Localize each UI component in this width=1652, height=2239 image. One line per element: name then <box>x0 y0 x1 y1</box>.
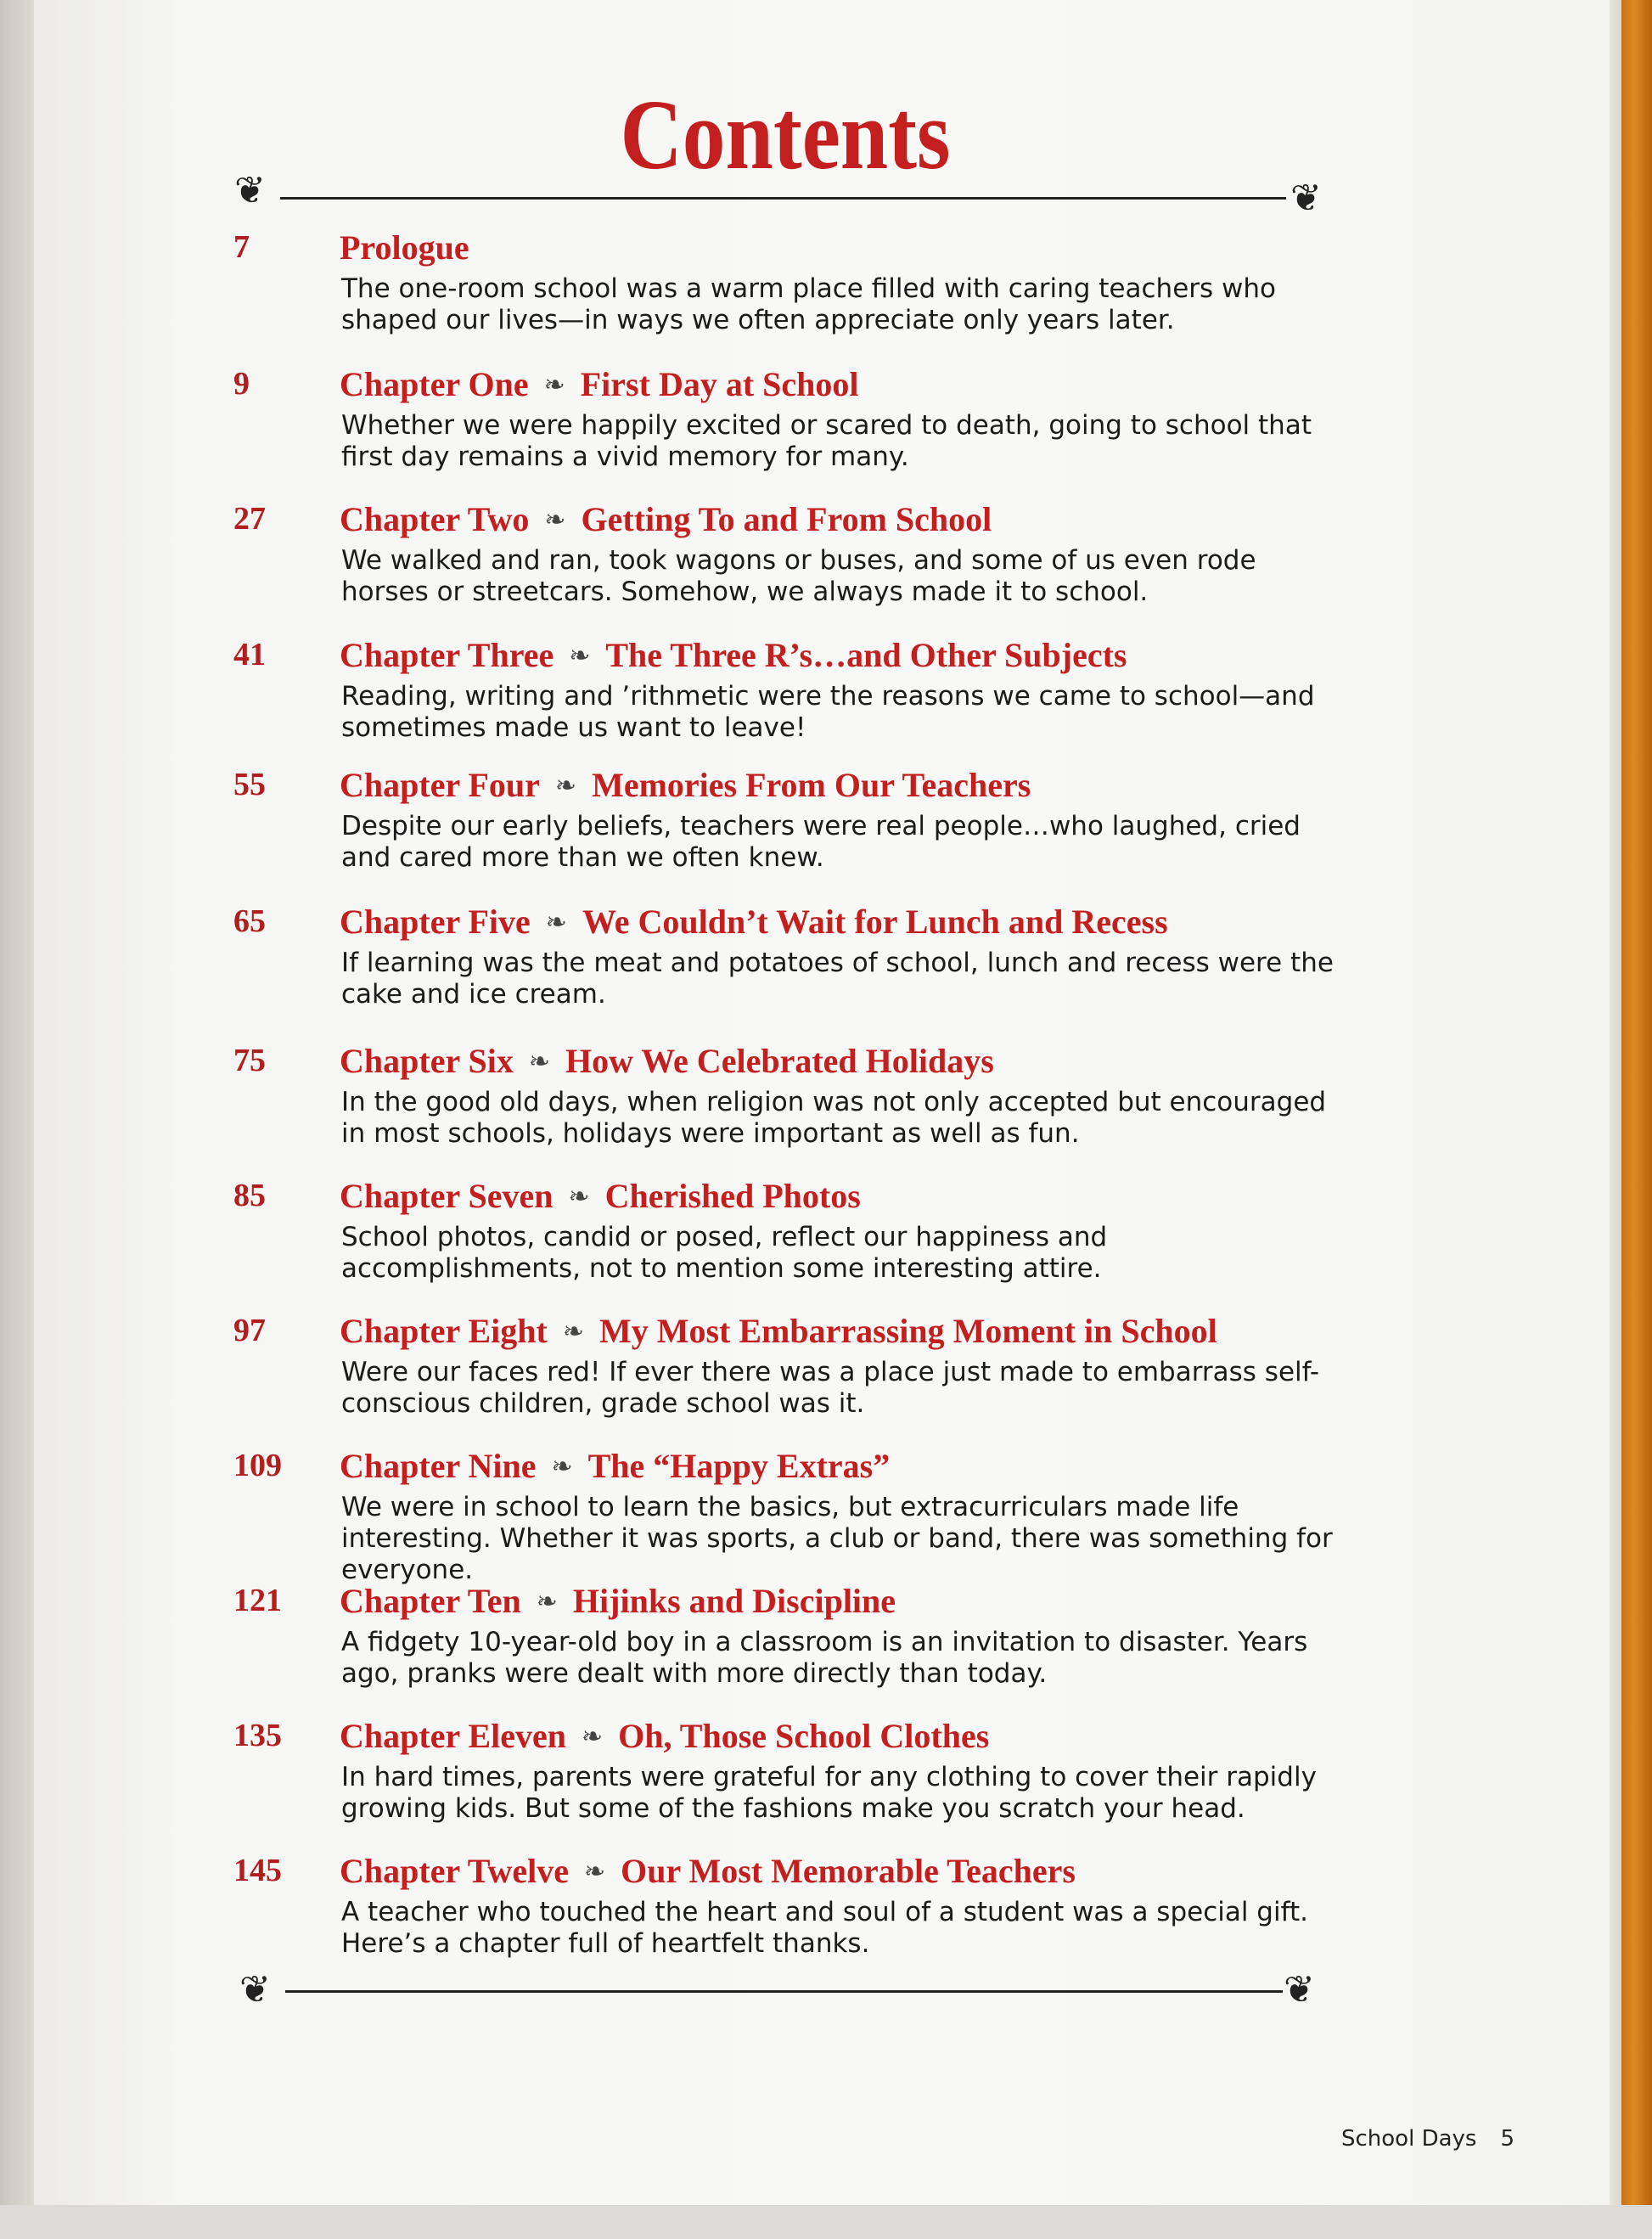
fleuron-icon: ❧ <box>536 1587 558 1617</box>
entry-description: In the good old days, when religion was not only accepted but encouraged in most schools, holidays were important as well as fun. <box>341 1087 1327 1149</box>
entry-description: Whether we were happily excited or scared to death, going to school that first day remains a vivid memory for many. <box>341 410 1312 472</box>
chapter-title: The “Happy Extras” <box>587 1447 891 1485</box>
chapter-title: Our Most Memorable Teachers <box>621 1852 1076 1890</box>
chapter-label: Chapter Six <box>340 1042 514 1080</box>
entry-heading <box>340 1314 1217 1348</box>
chapter-title: My Most Embarrassing Moment in School <box>598 1312 1217 1350</box>
chapter-label: Chapter Twelve <box>340 1852 569 1890</box>
entry-description: We walked and ran, took wagons or buses, and some of us even rode horses or streetcars. Somehow, we always made it to school. <box>341 545 1256 607</box>
entry-page-number: 85 <box>233 1178 266 1213</box>
entry-page-number: 55 <box>233 767 266 802</box>
entry-heading <box>340 1719 989 1753</box>
chapter-label: Chapter Nine <box>340 1447 537 1485</box>
fleuron-icon: ❧ <box>569 641 591 671</box>
entry-page-number: 109 <box>233 1448 282 1483</box>
entry-page-number: 9 <box>233 366 250 402</box>
chapter-label: Chapter Five <box>340 903 531 941</box>
chapter-title: Oh, Those School Clothes <box>618 1717 990 1755</box>
page-title: Contents <box>620 79 951 190</box>
entry-description: If learning was the meat and potatoes of school, lunch and recess were the cake and ice cream. <box>341 948 1334 1010</box>
fleuron-icon: ❧ <box>528 1047 550 1077</box>
entry-page-number: 41 <box>233 637 266 672</box>
entry-page-number: 145 <box>233 1853 282 1888</box>
page-edge <box>1610 0 1621 2208</box>
running-footer-title: School Days <box>1341 2126 1477 2152</box>
entry-description: Were our faces red! If ever there was a place just made to embarrass self-conscious children, grade school was it. <box>341 1357 1320 1419</box>
table-surface <box>0 2205 1652 2239</box>
fleuron-icon: ❧ <box>551 1452 573 1482</box>
bottom-divider <box>285 1990 1283 1993</box>
fleuron-icon: ❧ <box>568 1182 590 1212</box>
fleuron-icon: ❦ <box>1290 177 1322 220</box>
entry-heading <box>340 905 1168 939</box>
chapter-label: Chapter Eleven <box>340 1717 567 1755</box>
chapter-title: Hijinks and Discipline <box>572 1582 896 1620</box>
fleuron-icon: ❧ <box>543 370 565 400</box>
chapter-title: How We Celebrated Holidays <box>565 1042 994 1080</box>
fleuron-icon: ❧ <box>554 771 577 801</box>
chapter-label: Chapter Seven <box>340 1177 553 1215</box>
chapter-label: Chapter Four <box>340 766 540 804</box>
chapter-title: Getting To and From School <box>581 500 992 538</box>
entry-description: Reading, writing and ’rithmetic were the reasons we came to school—and sometimes made us want to leave! <box>341 681 1315 743</box>
entry-heading <box>340 1044 994 1078</box>
chapter-label: Chapter Two <box>340 500 530 538</box>
entry-title: Prologue <box>340 228 469 267</box>
entry-heading <box>340 768 1031 802</box>
entry-page-number: 75 <box>233 1043 266 1078</box>
chapter-label: Chapter One <box>340 365 529 403</box>
chapter-title: We Couldn’t Wait for Lunch and Recess <box>582 903 1168 941</box>
entry-page-number: 27 <box>233 501 266 537</box>
entry-description: A fidgety 10-year-old boy in a classroom is an invitation to disaster. Years ago, pranks were dealt with more directly than today. <box>341 1627 1308 1689</box>
fleuron-icon: ❧ <box>562 1317 584 1347</box>
entry-heading <box>340 1584 896 1618</box>
entry-page-number: 65 <box>233 903 266 939</box>
entry-heading <box>340 500 992 538</box>
entry-page-number: 97 <box>233 1313 266 1348</box>
entry-heading <box>340 365 859 403</box>
chapter-title: The Three R’s…and Other Subjects <box>605 636 1127 674</box>
entry-page-number: 135 <box>233 1718 282 1753</box>
entry-heading <box>340 1179 861 1213</box>
fleuron-icon: ❦ <box>234 169 266 212</box>
chapter-title: Cherished Photos <box>604 1177 861 1215</box>
entry-description: Despite our early beliefs, teachers were real people…who laughed, cried and cared more than we often knew. <box>341 811 1301 873</box>
entry-heading <box>340 1854 1076 1888</box>
page-footer <box>1341 2126 1514 2152</box>
entry-heading <box>340 636 1127 674</box>
chapter-title: First Day at School <box>580 365 859 403</box>
entry-page-number: 121 <box>233 1583 282 1618</box>
entry-description: We were in school to learn the basics, but extracurriculars made life interesting. Whether it was sports, a club or band, there was something for everyone. <box>341 1492 1333 1585</box>
folio-page-number: 5 <box>1500 2126 1515 2152</box>
top-divider <box>280 197 1286 200</box>
fleuron-icon: ❧ <box>545 908 567 937</box>
fleuron-icon: ❧ <box>583 1857 606 1887</box>
entry-description: School photos, candid or posed, reflect our happiness and accomplishments, not to mention some interesting attire. <box>341 1222 1108 1284</box>
chapter-title: Memories From Our Teachers <box>592 766 1031 804</box>
chapter-label: Chapter Eight <box>340 1312 548 1350</box>
entry-description: In hard times, parents were grateful for any clothing to cover their rapidly growing kids. But some of the fashions make you scratch your head. <box>341 1762 1317 1824</box>
entry-heading <box>340 1449 890 1483</box>
fleuron-icon: ❧ <box>544 505 566 535</box>
entry-page-number: 7 <box>233 229 250 265</box>
fleuron-icon: ❦ <box>239 1968 271 2011</box>
book-cover-edge <box>1621 0 1652 2208</box>
chapter-label: Chapter Three <box>340 636 554 674</box>
fleuron-icon: ❦ <box>1284 1968 1315 2011</box>
entry-description: The one-room school was a warm place filled with caring teachers who shaped our lives—in ways we often appreciate only years later. <box>341 273 1276 335</box>
fleuron-icon: ❧ <box>582 1722 604 1752</box>
entry-description: A teacher who touched the heart and soul of a student was a special gift. Here’s a chapter full of heartfelt thanks. <box>341 1897 1308 1959</box>
chapter-label: Chapter Ten <box>340 1582 521 1620</box>
